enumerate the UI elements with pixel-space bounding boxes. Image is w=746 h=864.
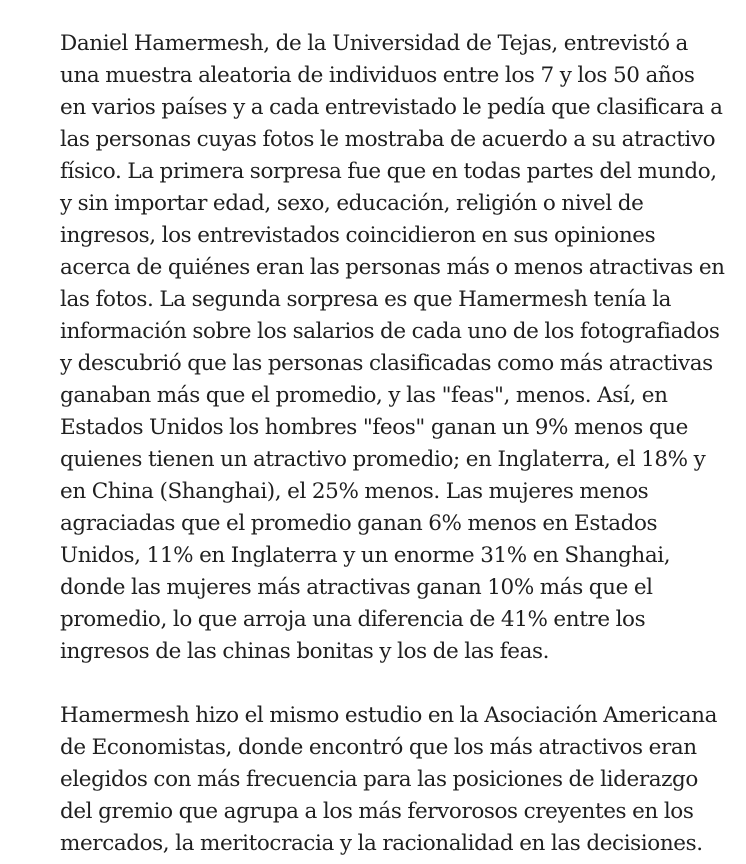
article-body bbox=[60, 28, 726, 860]
article-paragraph-2: Hamermesh hizo el mismo estudio en la Asociación Americana de Economistas, donde encontró que los más atractivos eran elegidos con más frecuencia para las posiciones de liderazgo del gremio que agrupa a los más fervorosos creyentes en los mercados, la meritocracia y la racionalidad en las decisiones. bbox=[60, 703, 718, 856]
article-paragraph-1: Daniel Hamermesh, de la Universidad de Tejas, entrevistó a una muestra aleatoria de individuos entre los 7 y los 50 años en varios países y a cada entrevistado le pedía que clasificara a las personas cuyas fotos le mostraba de acuerdo a su atractivo físico. La primera sorpresa fue que en todas partes del mundo, y sin importar edad, sexo, educación, religión o nivel de ingresos, los entrevistados coincidieron en sus opiniones acerca de quiénes eran las personas más o menos atractivas en las fotos. La segunda sorpresa es que Hamermesh tenía la información sobre los salarios de cada uno de los fotografiados y descubrió que las personas clasificadas como más atractivas ganaban más que el promedio, y las "feas", menos. Así, en Estados Unidos los hombres "feos" ganan un 9% menos que quienes tienen un atractivo promedio; en Inglaterra, el 18% y en China (Shanghai), el 25% menos. Las mujeres menos agraciadas que el promedio ganan 6% menos en Estados Unidos, 11% en Inglaterra y un enorme 31% en Shanghai, donde las mujeres más atractivas ganan 10% más que el promedio, lo que arroja una diferencia de 41% entre los ingresos de las chinas bonitas y los de las feas. bbox=[60, 31, 725, 664]
